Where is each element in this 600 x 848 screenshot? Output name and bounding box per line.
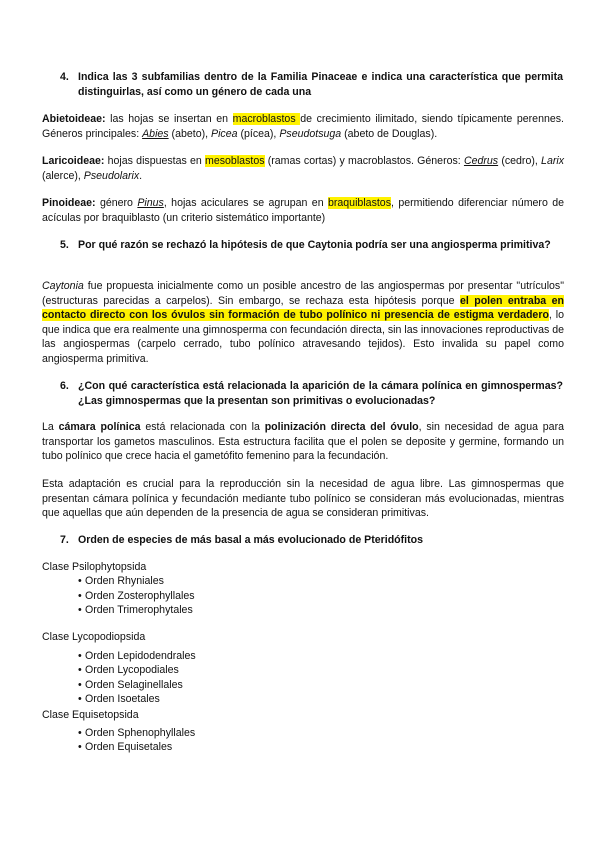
- text-run: , lo que indica que era realmente una gimnosperma con fecundación directa, sin las innovaciones reproductivas de las angiospermas (carpelo cerrado, tubo polínico atravesando tejidos). Esto invalida su papel como angiosperma primitiva.: [42, 309, 564, 365]
- list-item: [78, 603, 193, 618]
- abietoideae-paragraph: [42, 112, 564, 141]
- question-7: [60, 533, 563, 548]
- question-text: ¿Con qué característica está relacionada la aparición de la cámara polínica en gimnospermas? ¿Las gimnospermas que la presentan son primitivas o evolucionadas?: [78, 380, 563, 407]
- highlight: el polen entraba en contacto directo con los óvulos sin formación de tubo polínico ni presencia de estigma verdadero: [42, 294, 564, 321]
- subfamily-name: Laricoideae:: [42, 155, 105, 167]
- list-item: [78, 649, 196, 664]
- bullet: •: [78, 604, 82, 616]
- order-name: Orden Lepidodendrales: [85, 650, 196, 662]
- bold-term: cámara polínica: [58, 421, 141, 433]
- bold-term: polinización directa del óvulo: [264, 421, 419, 433]
- question-5: [60, 238, 563, 253]
- bullet: •: [78, 575, 82, 587]
- text-run: (alerce),: [42, 169, 84, 182]
- genus-name: Cedrus: [463, 155, 499, 167]
- bullet: •: [78, 741, 82, 753]
- bullet: •: [78, 650, 82, 662]
- highlight: macroblastos: [232, 113, 301, 125]
- subfamily-name: Pinoideae:: [42, 197, 96, 209]
- text-run: (pícea),: [237, 127, 280, 140]
- list-item: [78, 692, 160, 707]
- question-number: 7.: [60, 534, 69, 546]
- order-name: Orden Isoetales: [85, 693, 160, 705]
- question-text: Por qué razón se rechazó la hipótesis de que Caytonia podría ser una angiosperma primitiva?: [78, 239, 551, 251]
- caytonia-paragraph: [42, 279, 564, 366]
- text-run: .: [139, 169, 143, 182]
- text-run: fue propuesta inicialmente como un posible ancestro de las angiospermas por presentar "utrículos" (estructuras parecidas a carpelos). Sin embargo, se rechaza esta hipótesis porque: [42, 280, 564, 307]
- bullet: •: [78, 727, 82, 739]
- text-run: La: [42, 421, 59, 433]
- genus-name: Abies: [142, 127, 169, 140]
- order-name: Orden Trimerophytales: [85, 604, 193, 616]
- genus-name: Pseudolarix: [83, 169, 140, 182]
- list-item: [78, 740, 172, 755]
- genus-name: Pseudotsuga: [279, 127, 342, 140]
- list-item: [78, 589, 195, 604]
- text-run: , hojas aciculares se agrupan en: [163, 197, 328, 209]
- adaptation-paragraph: Esta adaptación es crucial para la reproducción sin la necesidad de agua libre. Las gimnospermas que presentan cámara polínica y fecundación mediante tubo polínico se consideran más evolucionadas, mientras que aquellas que aún dependen de la presencia de agua se consideran primitivas.: [42, 478, 564, 519]
- list-item: [78, 663, 179, 678]
- question-text: Indica las 3 subfamilias dentro de la Familia Pinaceae e indica una característica que permita distinguirlas, así como un género de cada una: [78, 71, 563, 98]
- text-run: está relacionada con la: [140, 421, 265, 433]
- text-run: , permitiendo diferenciar número de acículas por braquiblasto (un criterio sistemático importante): [42, 197, 565, 224]
- text-run: (abeto de Douglas).: [341, 127, 438, 140]
- highlight: braquiblastos: [327, 197, 391, 209]
- question-4: [60, 70, 563, 99]
- class-name: Clase Equisetopsida: [42, 709, 139, 721]
- highlight: mesoblastos: [205, 155, 265, 167]
- question-number: 4.: [60, 71, 69, 83]
- order-name: Orden Lycopodiales: [85, 664, 179, 676]
- question-number: 5.: [60, 239, 69, 251]
- order-name: Orden Equisetales: [85, 741, 173, 753]
- list-item: [78, 574, 164, 589]
- genus-name: Larix: [541, 155, 565, 167]
- pinoideae-paragraph: [42, 196, 564, 225]
- order-name: Orden Zosterophyllales: [85, 590, 195, 602]
- text-run: de crecimiento ilimitado, siendo típicamente perennes. Géneros principales:: [42, 113, 564, 140]
- order-name: Orden Rhyniales: [85, 575, 164, 587]
- text-run: hojas dispuestas en: [104, 155, 206, 167]
- bullet: •: [78, 693, 82, 705]
- text-run: (ramas cortas) y macroblastos. Géneros:: [264, 155, 464, 167]
- question-6: [60, 379, 563, 408]
- subfamily-name: Abietoideae:: [42, 113, 106, 125]
- text-run: (abeto),: [168, 127, 212, 140]
- order-name: Orden Sphenophyllales: [85, 727, 196, 739]
- class-name: Clase Psilophytopsida: [42, 561, 147, 573]
- pollen-chamber-paragraph: [42, 420, 564, 464]
- genus-name: Pinus: [137, 197, 164, 209]
- question-number: 6.: [60, 380, 69, 392]
- question-text: Orden de especies de más basal a más evolucionado de Pteridófitos: [78, 534, 424, 546]
- bullet: •: [78, 590, 82, 602]
- bullet: •: [78, 679, 82, 691]
- list-item: [78, 726, 195, 741]
- text-run: , sin necesidad de agua para transportar los gametos masculinos. Esta estructura facilita que el polen se deposite y germine, formando un tubo polínico que crece hacia el gametófito femenino para la fecundación.: [42, 421, 564, 462]
- list-item: [78, 678, 183, 693]
- text-run: las hojas se insertan en: [105, 113, 233, 125]
- text-run: género: [95, 197, 138, 209]
- genus-name: Picea: [211, 127, 238, 140]
- bullet: •: [78, 664, 82, 676]
- genus-name: Caytonia: [42, 280, 84, 292]
- order-name: Orden Selaginellales: [85, 679, 183, 691]
- class-name: Clase Lycopodiopsida: [42, 631, 146, 643]
- text-run: (cedro),: [498, 155, 542, 167]
- laricoideae-paragraph: [42, 154, 564, 183]
